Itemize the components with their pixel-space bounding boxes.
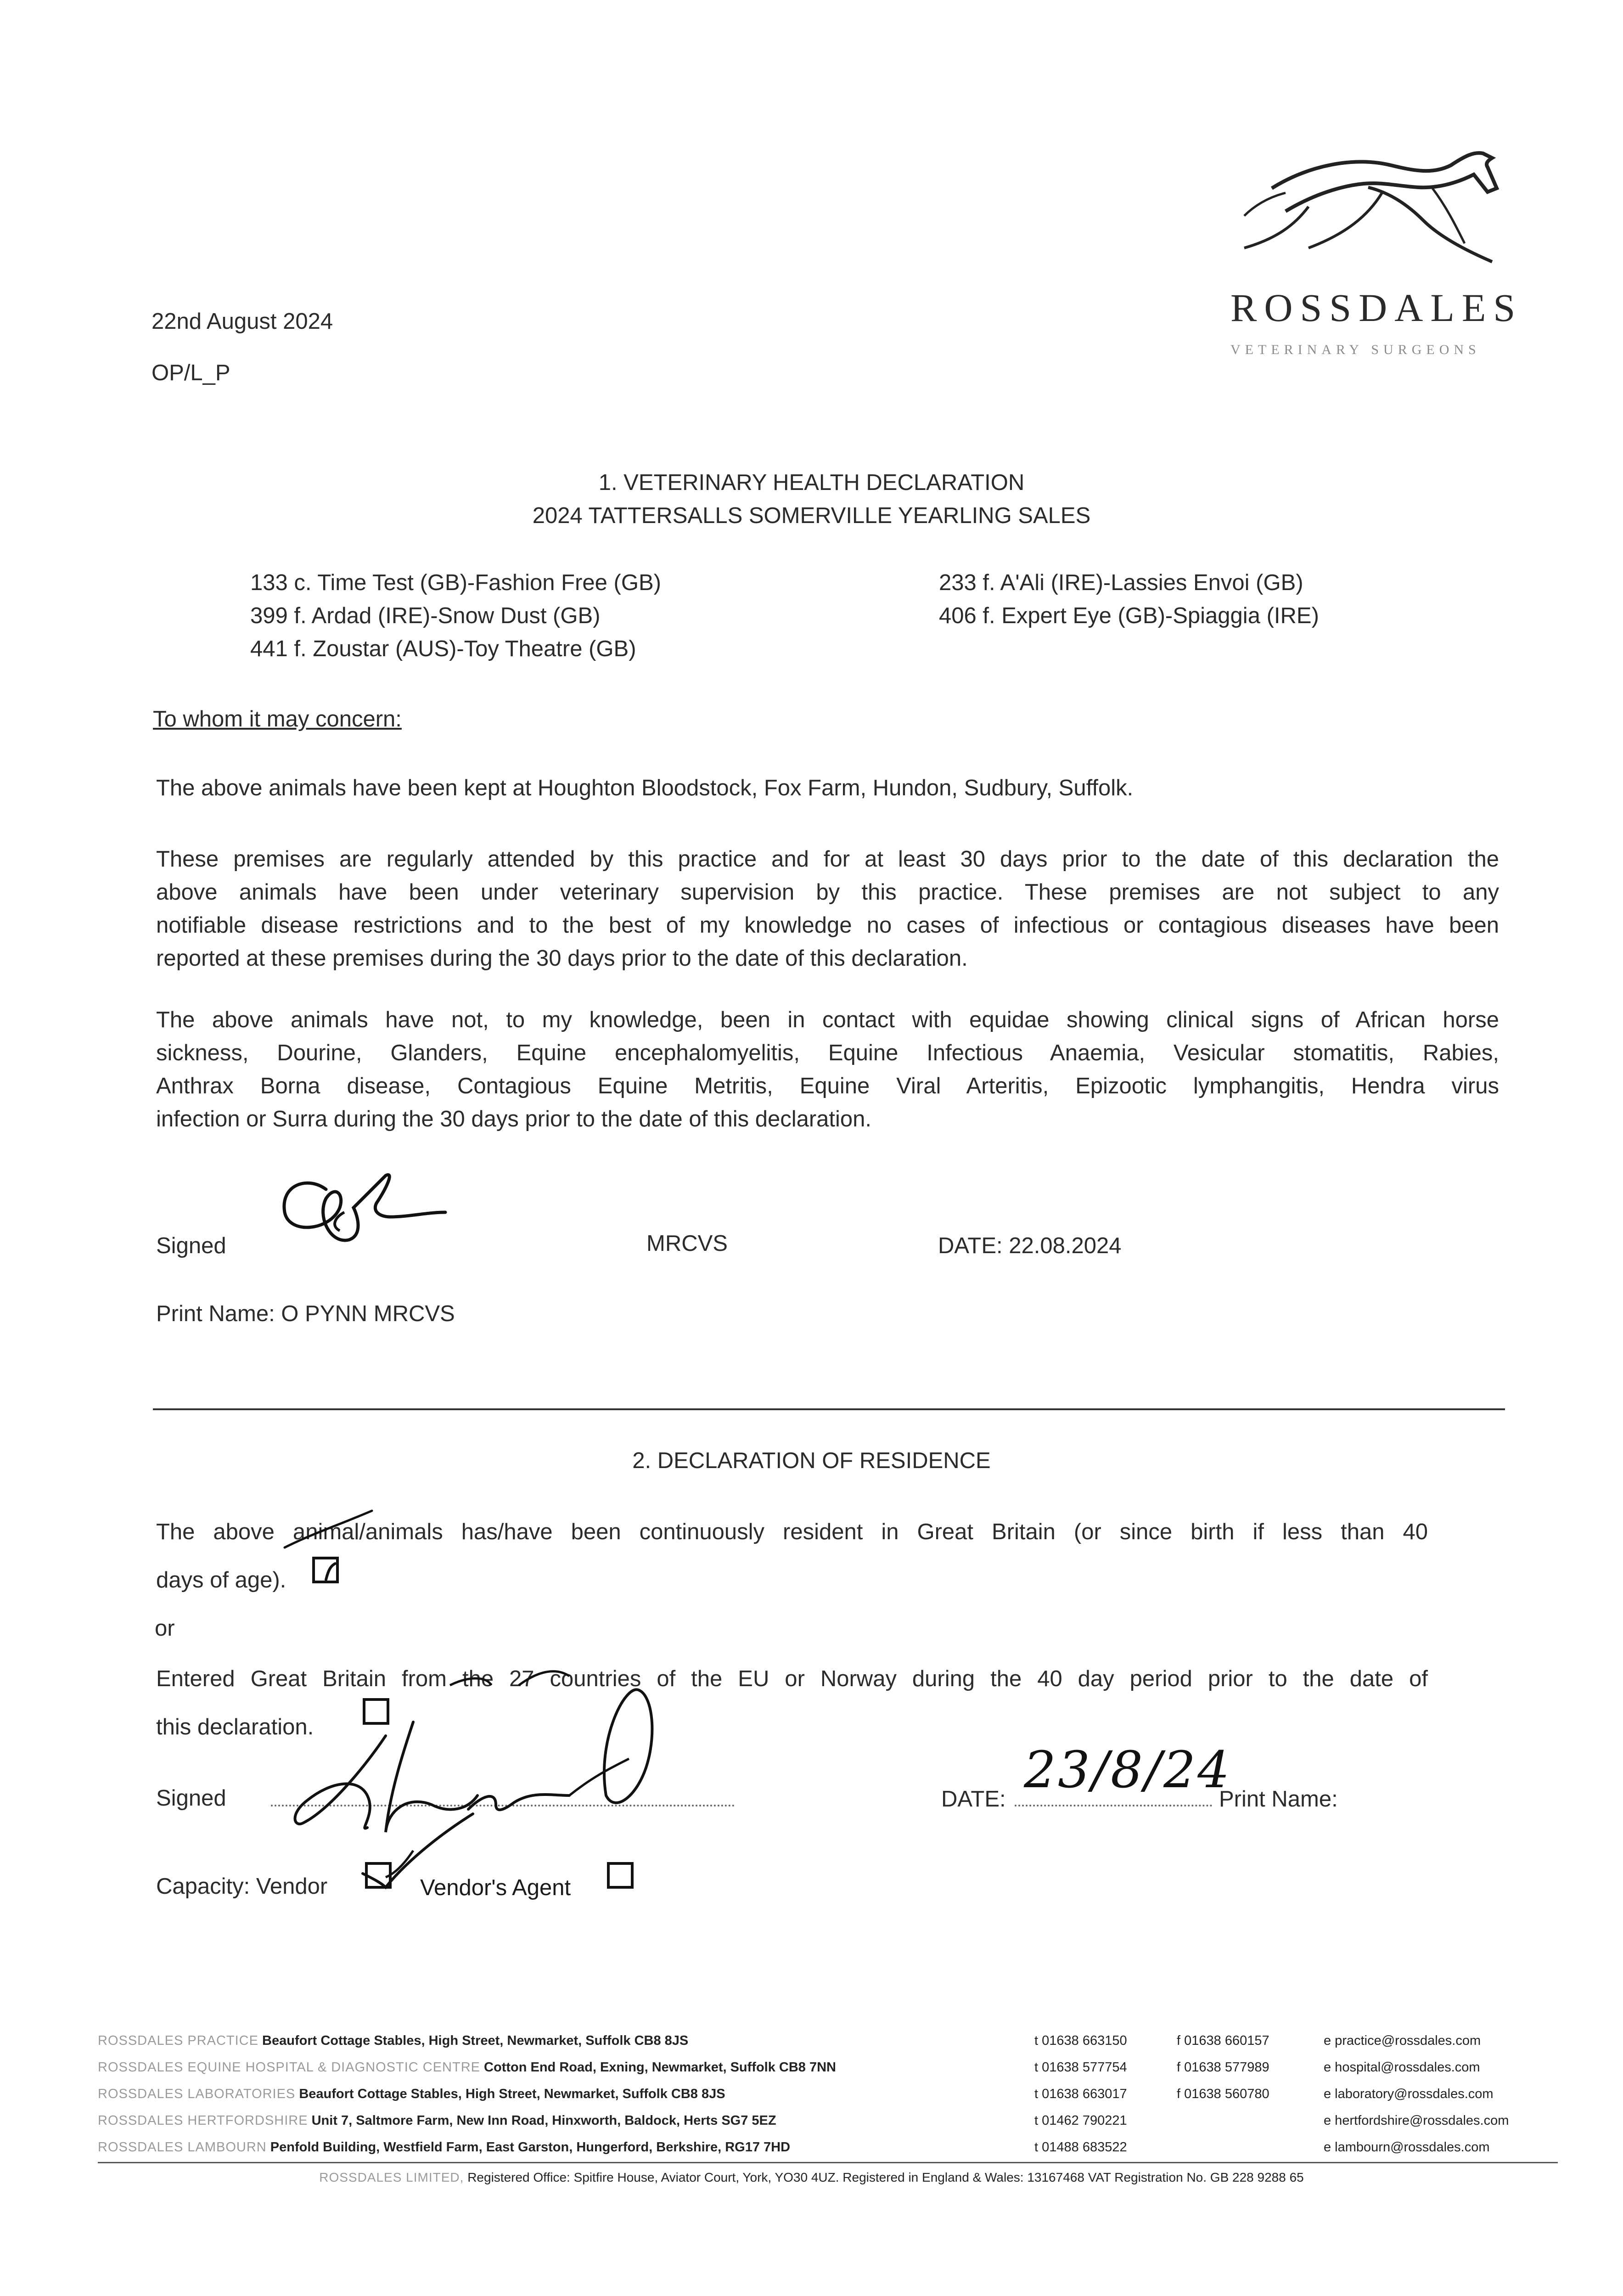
footer-row <box>98 2107 1544 2134</box>
footer-email: e lambourn@rossdales.com <box>1324 2140 1490 2155</box>
declaration-1-title: 1. VETERINARY HEALTH DECLARATION <box>598 470 1025 495</box>
footer-divider <box>98 2162 1558 2163</box>
footer-address: Beaufort Cottage Stables, High Street, Newmarket, Suffolk CB8 8JS <box>262 2033 689 2048</box>
footer-row <box>98 2054 1544 2081</box>
animal-entry: 406 f. Expert Eye (GB)-Spiaggia (IRE) <box>939 603 1319 628</box>
footer-phone: t 01462 790221 <box>1034 2113 1127 2128</box>
footer-division: ROSSDALES PRACTICE <box>98 2033 258 2048</box>
footer-fax: f 01638 577989 <box>1177 2060 1269 2075</box>
premises-paragraph: The above animals have been kept at Houghton Bloodstock, Fox Farm, Hundon, Sudbury, Suffolk. <box>156 776 1134 800</box>
footer-address: Penfold Building, Westfield Farm, East Garston, Hungerford, Berkshire, RG17 7HD <box>270 2140 791 2155</box>
animal-entry: 441 f. Zoustar (AUS)-Toy Theatre (GB) <box>250 636 636 661</box>
letter-reference: OP/L_P <box>152 360 230 385</box>
vendor-handwritten-date: 23/8/24 <box>1024 1740 1232 1799</box>
vendor-date-label: DATE: <box>941 1787 1006 1812</box>
footer-division: ROSSDALES EQUINE HOSPITAL & DIAGNOSTIC CENTRE <box>98 2060 480 2075</box>
logo-wordmark: ROSSDALES <box>1230 286 1523 330</box>
footer-division: ROSSDALES LABORATORIES <box>98 2087 296 2101</box>
footer-phone: t 01638 577754 <box>1034 2060 1127 2075</box>
footer-phone: t 01488 683522 <box>1034 2140 1127 2155</box>
footer-fax: f 01638 560780 <box>1177 2087 1269 2101</box>
footer-row <box>98 2027 1544 2054</box>
footer-division: ROSSDALES HERTFORDSHIRE <box>98 2113 308 2128</box>
disease-paragraph <box>156 1003 1499 1136</box>
rossdales-logo <box>1217 138 1523 377</box>
residence-line-2: days of age). <box>156 1568 286 1593</box>
salutation: To whom it may concern: <box>153 707 402 732</box>
entered-line-1: Entered Great Britain from the 27 countries of the EU or Norway during the 40 day period prior to the date of <box>156 1666 1428 1691</box>
footer-row <box>98 2134 1544 2161</box>
supervision-paragraph <box>156 843 1499 975</box>
capacity-label: Capacity: Vendor <box>156 1874 328 1899</box>
footer-phone: t 01638 663017 <box>1034 2087 1127 2101</box>
entered-line-2: this declaration. <box>156 1715 314 1739</box>
vet-print-name: Print Name: O PYNN MRCVS <box>156 1301 455 1326</box>
footer-email: e practice@rossdales.com <box>1324 2033 1481 2048</box>
vet-declaration-date: DATE: 22.08.2024 <box>938 1233 1122 1258</box>
residence-line-1: The above animal/animals has/have been continuously resident in Great Britain (or since birth if less than 40 <box>156 1519 1428 1544</box>
paragraph-line: These premises are regularly attended by this practice and for at least 30 days prior to the date of this declaration the <box>156 847 1499 872</box>
vendors-agent-label: Vendor's Agent <box>420 1875 571 1900</box>
registered-details: Registered Office: Spitfire House, Aviator Court, York, YO30 4UZ. Registered in England & Wales: 13167468 VAT Registration No. GB 228 9288 65 <box>467 2170 1304 2184</box>
footer-email: e laboratory@rossdales.com <box>1324 2087 1494 2101</box>
declaration-2-title: 2. DECLARATION OF RESIDENCE <box>632 1448 991 1473</box>
horse-logo-icon <box>1217 138 1520 285</box>
footer-fax: f 01638 660157 <box>1177 2033 1269 2048</box>
vendor-signature <box>275 1658 762 1878</box>
paragraph-line: notifiable disease restrictions and to the best of my knowledge no cases of infectious or contagious diseases have been <box>156 913 1499 938</box>
footer-contacts <box>98 2027 1544 2161</box>
vendors-agent-checkbox[interactable] <box>607 1862 634 1889</box>
declaration-1-subtitle: 2024 TATTERSALLS SOMERVILLE YEARLING SALES <box>532 503 1091 528</box>
footer-email: e hospital@rossdales.com <box>1324 2060 1480 2075</box>
registered-company: ROSSDALES LIMITED, <box>319 2170 464 2184</box>
vet-qualification: MRCVS <box>646 1231 728 1256</box>
registered-office <box>0 2164 1623 2191</box>
paragraph-line: reported at these premises during the 30 days prior to the date of this declaration. <box>156 946 968 971</box>
paragraph-line: sickness, Dourine, Glanders, Equine encephalomyelitis, Equine Infectious Anaemia, Vesicular stomatitis, Rabies, <box>156 1041 1499 1065</box>
paragraph-line: infection or Surra during the 30 days prior to the date of this declaration. <box>156 1107 872 1131</box>
vet-signed-label: Signed <box>156 1233 226 1258</box>
footer-email: e hertfordshire@rossdales.com <box>1324 2113 1509 2128</box>
paragraph-line: Anthrax Borna disease, Contagious Equine Metritis, Equine Viral Arteritis, Epizootic lymphangitis, Hendra virus <box>156 1074 1499 1098</box>
or-separator: or <box>155 1616 175 1641</box>
section-divider <box>153 1408 1505 1410</box>
vet-signature <box>271 1166 464 1258</box>
footer-address: Beaufort Cottage Stables, High Street, Newmarket, Suffolk CB8 8JS <box>299 2087 725 2101</box>
animal-list-left <box>250 566 661 665</box>
animal-entry: 399 f. Ardad (IRE)-Snow Dust (GB) <box>250 603 601 628</box>
footer-address: Cotton End Road, Exning, Newmarket, Suffolk CB8 7NN <box>484 2060 837 2075</box>
vendor-signed-label: Signed <box>156 1786 226 1811</box>
strike-through-mark <box>275 1502 386 1593</box>
vendor-date-line <box>1015 1805 1212 1806</box>
animal-entry: 233 f. A'Ali (IRE)-Lassies Envoi (GB) <box>939 570 1303 595</box>
footer-address: Unit 7, Saltmore Farm, New Inn Road, Hinxworth, Baldock, Herts SG7 5EZ <box>311 2113 776 2128</box>
letter-date: 22nd August 2024 <box>152 309 333 334</box>
logo-tagline: VETERINARY SURGEONS <box>1230 342 1481 357</box>
animal-list-right <box>939 566 1319 632</box>
footer-row <box>98 2081 1544 2107</box>
paragraph-line: The above animals have not, to my knowledge, been in contact with equidae showing clinical signs of African horse <box>156 1007 1499 1032</box>
paragraph-line: above animals have been under veterinary supervision by this practice. These premises are not subject to any <box>156 880 1499 905</box>
footer-division: ROSSDALES LAMBOURN <box>98 2140 267 2155</box>
vendor-print-name-label: Print Name: <box>1219 1787 1338 1812</box>
animal-entry: 133 c. Time Test (GB)-Fashion Free (GB) <box>250 570 661 595</box>
footer-phone: t 01638 663150 <box>1034 2033 1127 2048</box>
